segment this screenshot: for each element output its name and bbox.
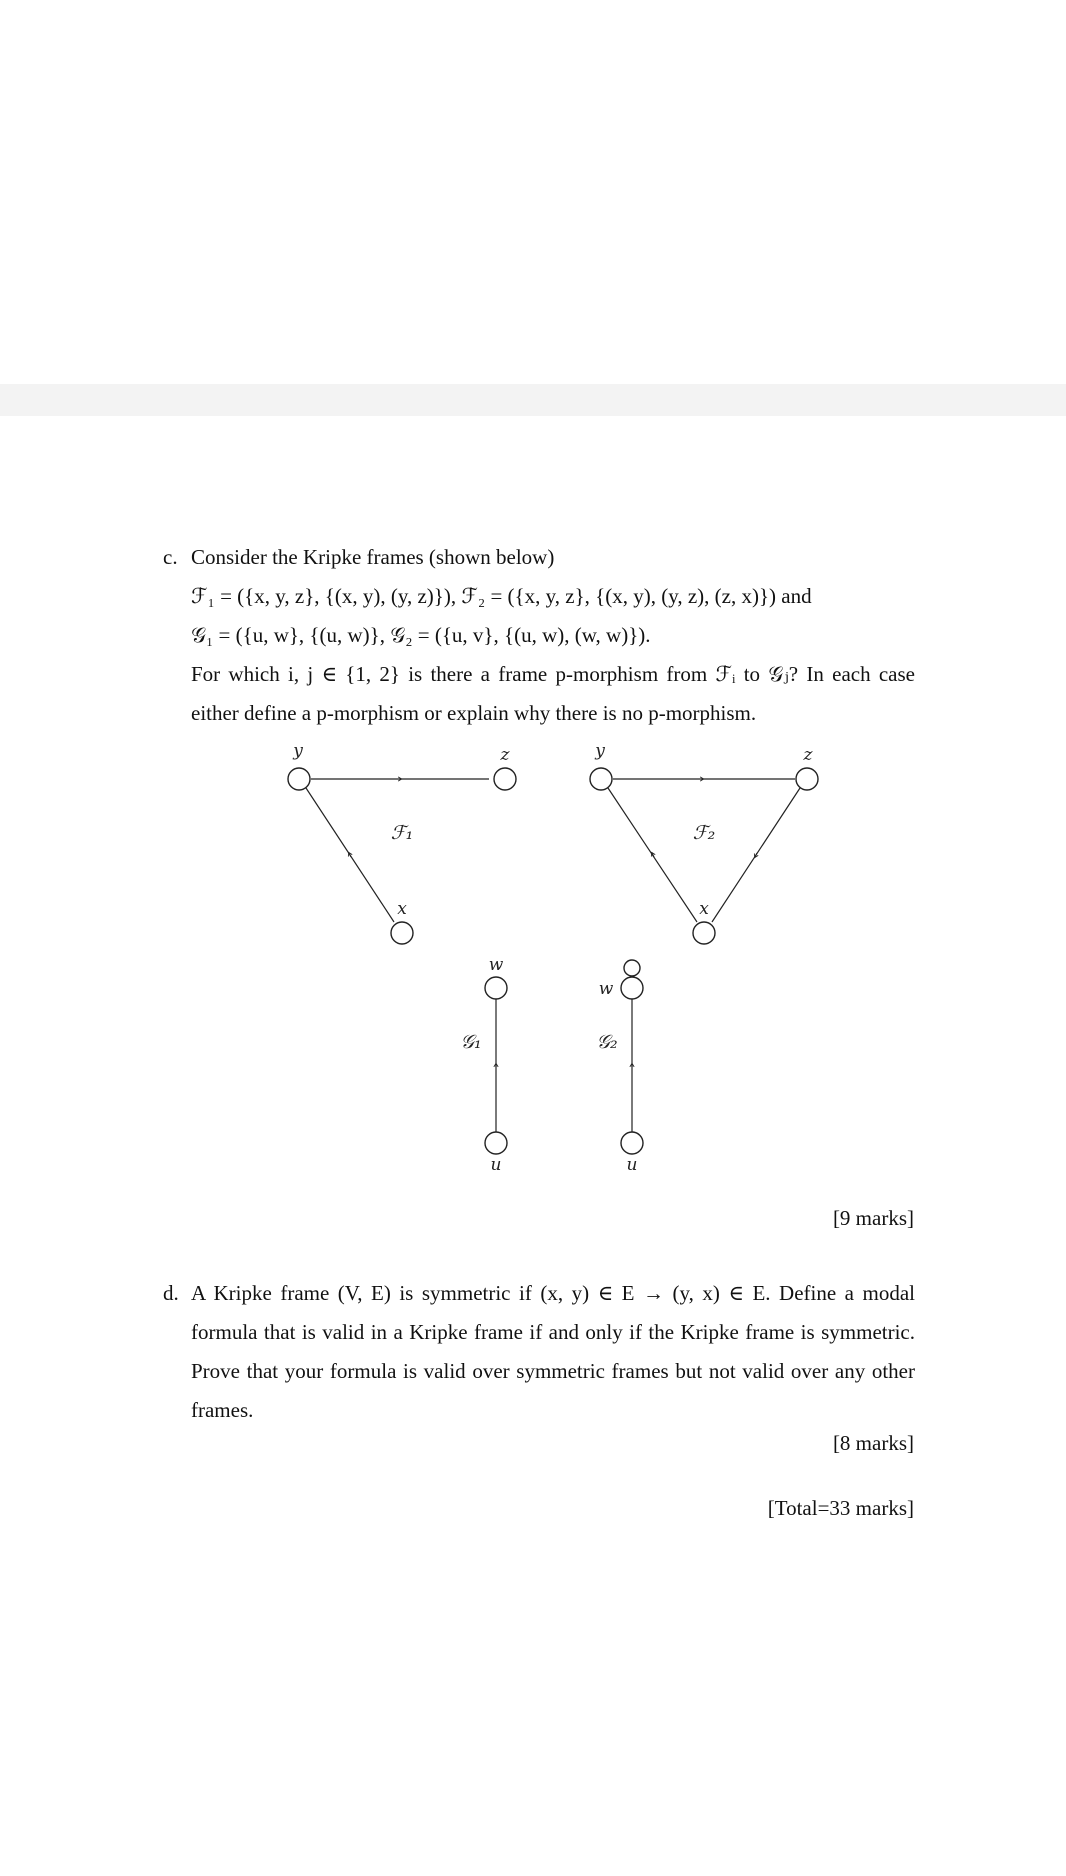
question-d-line2: formula that is valid in a Kripke frame if and only if the Kripke frame is symmetric.	[191, 1320, 915, 1344]
frame-g1	[460, 955, 507, 1175]
f1-label-y: y	[293, 741, 303, 761]
g2-label-w: w	[598, 979, 614, 999]
total-marks: [Total=33 marks]	[767, 1496, 914, 1520]
question-c-frames-f: ℱ₁ = ({x, y, z}, {(x, y), (y, z)}), ℱ₂ = ({x, y, z}, {(x, y), (y, z), (z, x)}) and	[191, 584, 812, 608]
f2-node-z	[796, 768, 818, 790]
frame-f1	[288, 741, 516, 944]
f2-label-z: z	[803, 745, 813, 765]
question-c-label: c.	[163, 545, 178, 569]
f1-label-z: z	[500, 745, 510, 765]
g2-title: 𝒢₂	[596, 1031, 618, 1053]
f1-node-x	[391, 922, 413, 944]
g2-node-w	[621, 977, 643, 999]
question-d-marks: [8 marks]	[832, 1431, 914, 1455]
f1-node-y	[288, 768, 310, 790]
g1-title: 𝒢₁	[460, 1031, 482, 1053]
question-c-question-line2: either define a p-morphism or explain why there is no p-morphism.	[191, 701, 757, 725]
g2-node-u	[621, 1132, 643, 1154]
question-c-question-line1: For which i, j ∈ {1, 2} is there a frame p-morphism from ℱᵢ to 𝒢ⱼ? In each case	[191, 662, 915, 686]
question-d-line1: A Kripke frame (V, E) is symmetric if (x, y) ∈ E → (y, x) ∈ E. Define a modal	[191, 1281, 915, 1305]
frame-f2	[590, 741, 818, 944]
g2-label-u: u	[626, 1155, 638, 1175]
g1-node-w	[485, 977, 507, 999]
question-c-frames-g: 𝒢₁ = ({u, w}, {(u, w)}, 𝒢₂ = ({u, v}, {(u, w), (w, w)}).	[191, 623, 651, 647]
f2-title: ℱ₂	[692, 822, 716, 844]
f2-label-y: y	[595, 741, 605, 761]
question-d-line4: frames.	[191, 1398, 254, 1422]
f1-label-x: x	[397, 899, 407, 919]
question-d-line3: Prove that your formula is valid over symmetric frames but not valid over any other	[191, 1359, 915, 1383]
f2-node-x	[693, 922, 715, 944]
f1-title: ℱ₁	[390, 822, 414, 844]
question-c-intro: Consider the Kripke frames (shown below)	[191, 545, 555, 569]
g1-label-u: u	[490, 1155, 502, 1175]
f1-node-z	[494, 768, 516, 790]
f2-label-x: x	[699, 899, 709, 919]
g2-self-loop-w	[624, 960, 640, 976]
question-c-marks: [9 marks]	[832, 1206, 914, 1230]
frame-g2	[596, 960, 643, 1175]
question-d	[163, 1274, 915, 1430]
g1-label-w: w	[488, 955, 504, 975]
f2-node-y	[590, 768, 612, 790]
g1-node-u	[485, 1132, 507, 1154]
question-d-label: d.	[163, 1281, 179, 1305]
